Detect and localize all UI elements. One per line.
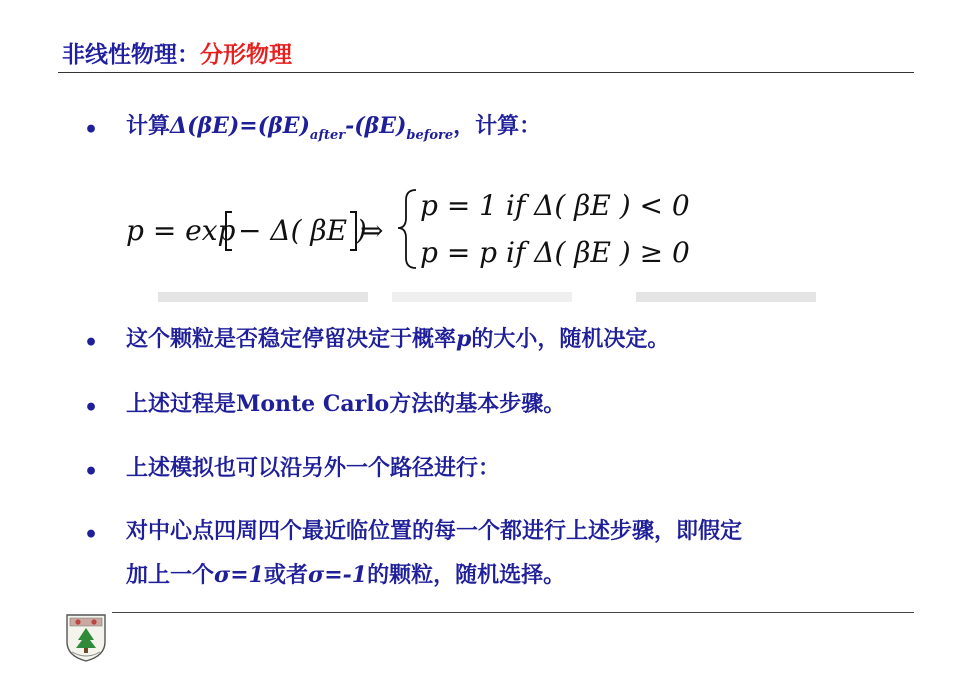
b2-var: p (456, 326, 472, 352)
line1-mid: -(βE) (345, 113, 407, 139)
b5-pre: 加上一个 (126, 562, 215, 588)
bullet-2-text (126, 325, 669, 354)
footer-divider (112, 612, 914, 613)
line1-before-sub: before (406, 128, 454, 143)
title-highlight: 分形物理 (200, 41, 292, 68)
implies-arrow: ⇒ (360, 214, 384, 247)
bullet-4-text: 上述模拟也可以沿另外一个路径进行： (126, 455, 501, 481)
right-bracket (350, 212, 356, 250)
b5-sigma2: σ=-1 (308, 562, 368, 588)
bullet-3-text: 上述过程是Monte Carlo方法的基本步骤。 (126, 391, 566, 417)
line1-pre: 计算 (126, 113, 171, 139)
line1-after-sub: after (309, 128, 346, 143)
scan-artifact (636, 292, 816, 302)
line1-post: ，计算： (453, 113, 542, 139)
scan-artifact (392, 292, 572, 302)
b2-post: 的大小，随机决定。 (471, 326, 670, 352)
scan-artifact (158, 292, 368, 302)
bullet-dot: • (84, 522, 99, 548)
line1-formula-main: Δ(βE)=(βE) (170, 113, 310, 139)
bullet-1-text (126, 112, 541, 145)
slide-title (62, 36, 292, 69)
b5-mid: 或者 (263, 562, 308, 588)
formula-case-2: p = p if Δ( βE ) ≥ 0 (420, 236, 690, 269)
b2-pre: 这个颗粒是否稳定停留决定于概率 (126, 326, 457, 352)
header-divider (58, 72, 914, 73)
curly-brace (398, 190, 416, 268)
left-bracket (226, 212, 232, 250)
b5-sigma1: σ=1 (214, 562, 264, 588)
bullet-5-line-2 (126, 561, 565, 590)
bullet-dot: • (84, 395, 99, 421)
title-prefix: 非线性物理： (62, 41, 200, 68)
bullet-5-line-1: 对中心点四周四个最近临位置的每一个都进行上述步骤，即假定 (126, 518, 743, 544)
bullet-dot: • (84, 117, 99, 143)
formula-lhs: p = exp (126, 214, 236, 247)
university-crest-icon (64, 612, 108, 662)
bullet-dot: • (84, 330, 99, 356)
bullet-dot: • (84, 459, 99, 485)
formula-case-1: p = 1 if Δ( βE ) < 0 (420, 189, 690, 222)
formula-inner: − Δ( βE ) (238, 214, 367, 247)
b5-post: 的颗粒，随机选择。 (367, 562, 566, 588)
